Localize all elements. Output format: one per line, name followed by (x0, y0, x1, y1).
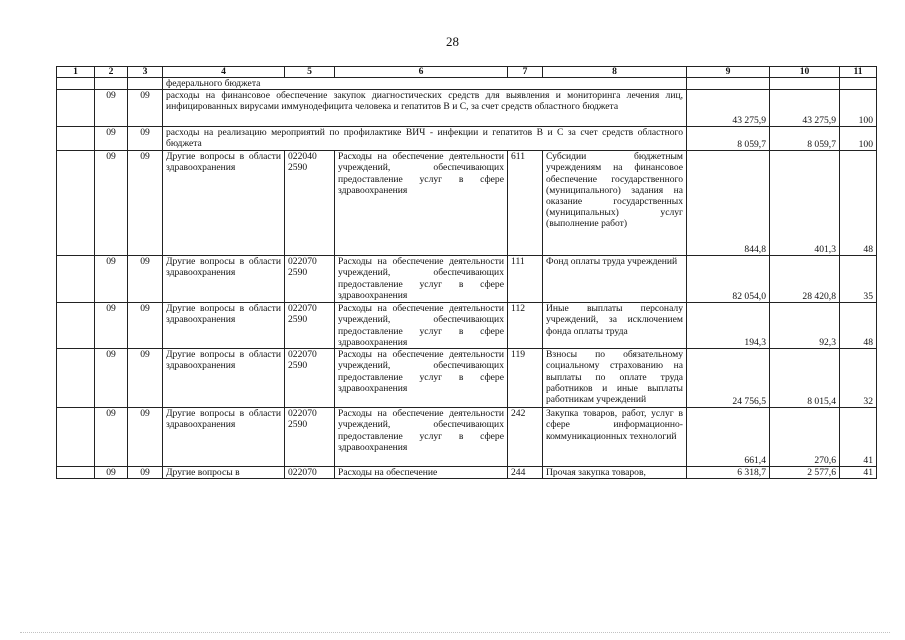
table-row (57, 78, 877, 90)
subsection-name: Другие вопросы в области здравоохранения (163, 303, 285, 349)
subsection-code: 09 (128, 256, 163, 303)
table-header-row (57, 67, 877, 78)
header-cell: 9 (687, 67, 770, 78)
section-code: 09 (95, 408, 128, 467)
planned-amount: 43 275,9 (687, 90, 770, 127)
table-row (57, 408, 877, 467)
execution-percent: 48 (840, 303, 877, 349)
subsection-code: 09 (128, 151, 163, 256)
target-article-name: Расходы на обеспечение деятельности учреждений, обеспечивающих предоставление услуг в сфере здравоохранения (335, 256, 508, 303)
expense-type-code: 112 (508, 303, 543, 349)
actual-amount: 8 015,4 (770, 349, 840, 408)
actual-amount: 43 275,9 (770, 90, 840, 127)
section-code: 09 (95, 256, 128, 303)
execution-percent: 35 (840, 256, 877, 303)
planned-amount: 844,8 (687, 151, 770, 256)
actual-amount: 8 059,7 (770, 127, 840, 151)
target-article-code: 022070 2590 (285, 408, 335, 467)
header-cell: 7 (508, 67, 543, 78)
scan-edge-artifact (20, 632, 890, 636)
expense-type-name: Фонд оплаты труда учреждений (543, 256, 687, 303)
header-cell: 1 (57, 67, 95, 78)
section-code: 09 (95, 127, 128, 151)
expense-type-name: Субсидии бюджетным учреждениям на финансовое обеспечение государственного (муниципального) задания на оказание государственных (муниципальных) услуг (выполнение работ) (543, 151, 687, 256)
expense-type-name: Прочая закупка товаров, (543, 467, 687, 479)
subsection-code: 09 (128, 127, 163, 151)
section-code: 09 (95, 349, 128, 408)
table-row (57, 467, 877, 479)
actual-amount: 401,3 (770, 151, 840, 256)
execution-percent: 32 (840, 349, 877, 408)
table-row (57, 127, 877, 151)
table-row (57, 349, 877, 408)
actual-amount: 2 577,6 (770, 467, 840, 479)
table-row (57, 151, 877, 256)
planned-amount: 661,4 (687, 408, 770, 467)
header-cell: 2 (95, 67, 128, 78)
section-code: 09 (95, 303, 128, 349)
expense-type-code: 611 (508, 151, 543, 256)
subsection-code: 09 (128, 90, 163, 127)
header-cell: 5 (285, 67, 335, 78)
subsection-name: Другие вопросы в области здравоохранения (163, 349, 285, 408)
target-article-name: Расходы на обеспечение (335, 467, 508, 479)
target-article-code: 022040 2590 (285, 151, 335, 256)
execution-percent: 100 (840, 127, 877, 151)
target-article-code: 022070 (285, 467, 335, 479)
subsection-code: 09 (128, 349, 163, 408)
subsection-name: Другие вопросы в области здравоохранения (163, 151, 285, 256)
subsection-code: 09 (128, 467, 163, 479)
header-cell: 8 (543, 67, 687, 78)
header-cell: 10 (770, 67, 840, 78)
target-article-name: Расходы на обеспечение деятельности учреждений, обеспечивающих предоставление услуг в сфере здравоохранения (335, 349, 508, 408)
row-description: расходы на финансовое обеспечение закупок диагностических средств для выявления и мониторинга лечения лиц, инфицированных вирусами иммунодефицита человека и гепатитов В и С, за счет средств областного бюджета (163, 90, 687, 127)
expense-type-name: Взносы по обязательному социальному страхованию на выплаты по оплате труда работников и иные выплаты работникам учреждений (543, 349, 687, 408)
expense-type-name: Иные выплаты персоналу учреждений, за исключением фонда оплаты труда (543, 303, 687, 349)
actual-amount: 28 420,8 (770, 256, 840, 303)
subsection-code: 09 (128, 303, 163, 349)
row-description: федерального бюджета (163, 78, 687, 90)
expense-type-code: 242 (508, 408, 543, 467)
expense-type-name: Закупка товаров, работ, услуг в сфере информационно-коммуникационных технологий (543, 408, 687, 467)
subsection-name: Другие вопросы в (163, 467, 285, 479)
planned-amount: 6 318,7 (687, 467, 770, 479)
target-article-name: Расходы на обеспечение деятельности учреждений, обеспечивающих предоставление услуг в сфере здравоохранения (335, 408, 508, 467)
target-article-code: 022070 2590 (285, 303, 335, 349)
execution-percent: 41 (840, 467, 877, 479)
page-number: 28 (446, 34, 459, 49)
actual-amount: 270,6 (770, 408, 840, 467)
planned-amount: 194,3 (687, 303, 770, 349)
header-cell: 11 (840, 67, 877, 78)
planned-amount: 82 054,0 (687, 256, 770, 303)
header-cell: 4 (163, 67, 285, 78)
execution-percent: 100 (840, 90, 877, 127)
actual-amount: 92,3 (770, 303, 840, 349)
expense-type-code: 111 (508, 256, 543, 303)
target-article-code: 022070 2590 (285, 349, 335, 408)
section-code: 09 (95, 90, 128, 127)
budget-table (56, 66, 877, 479)
table-row (57, 303, 877, 349)
planned-amount: 24 756,5 (687, 349, 770, 408)
subsection-code: 09 (128, 408, 163, 467)
header-cell: 3 (128, 67, 163, 78)
target-article-name: Расходы на обеспечение деятельности учреждений, обеспечивающих предоставление услуг в сфере здравоохранения (335, 303, 508, 349)
section-code: 09 (95, 151, 128, 256)
row-description: расходы на реализацию мероприятий по профилактике ВИЧ - инфекции и гепатитов В и С за счет средств областного бюджета (163, 127, 687, 151)
target-article-name: Расходы на обеспечение деятельности учреждений, обеспечивающих предоставление услуг в сфере здравоохранения (335, 151, 508, 256)
subsection-name: Другие вопросы в области здравоохранения (163, 256, 285, 303)
execution-percent: 48 (840, 151, 877, 256)
target-article-code: 022070 2590 (285, 256, 335, 303)
subsection-name: Другие вопросы в области здравоохранения (163, 408, 285, 467)
execution-percent: 41 (840, 408, 877, 467)
table-row (57, 256, 877, 303)
planned-amount: 8 059,7 (687, 127, 770, 151)
expense-type-code: 119 (508, 349, 543, 408)
table-row (57, 90, 877, 127)
expense-type-code: 244 (508, 467, 543, 479)
header-cell: 6 (335, 67, 508, 78)
section-code: 09 (95, 467, 128, 479)
